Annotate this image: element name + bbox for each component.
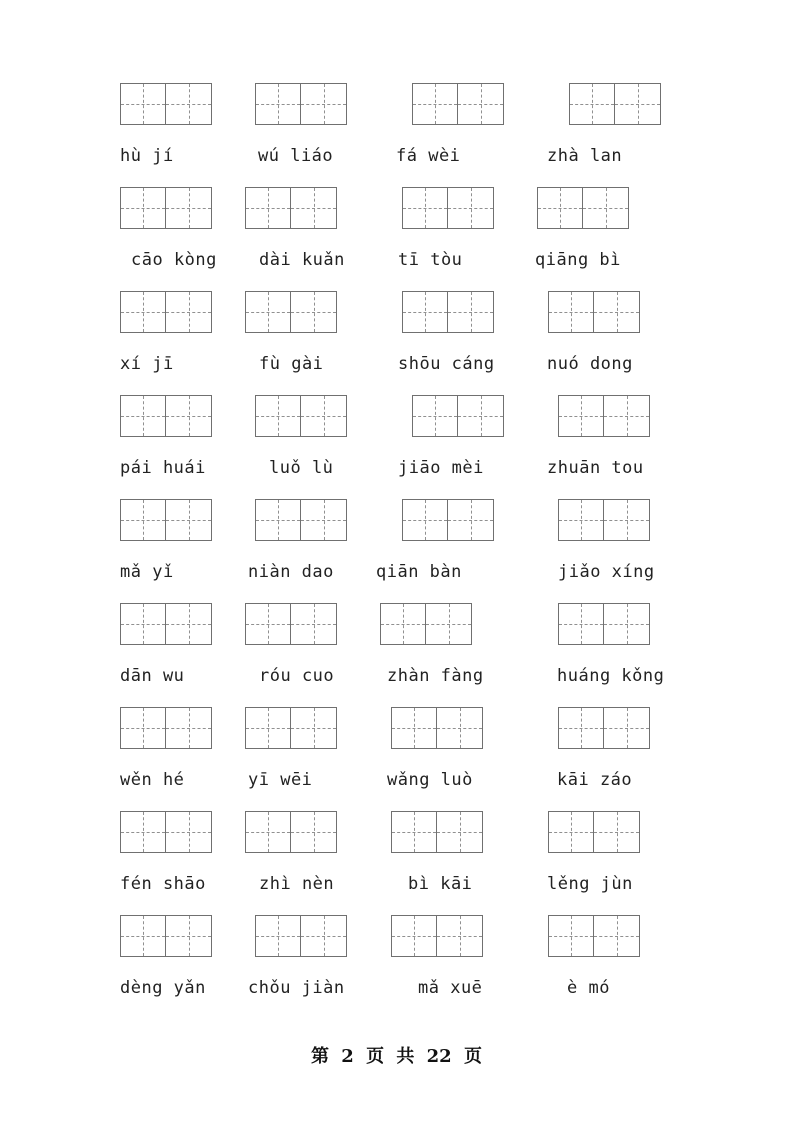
guide-line-vertical bbox=[268, 812, 269, 852]
writing-grid bbox=[558, 499, 650, 541]
guide-line-vertical bbox=[425, 500, 426, 540]
guide-line-vertical bbox=[581, 708, 582, 748]
guide-line-vertical bbox=[189, 812, 190, 852]
writing-grid bbox=[391, 915, 483, 957]
writing-grid bbox=[548, 811, 640, 853]
grid-cell-right[interactable] bbox=[301, 83, 347, 125]
pinyin-label: xí jī bbox=[120, 354, 174, 374]
guide-line-vertical bbox=[189, 396, 190, 436]
grid-cell-left[interactable] bbox=[402, 187, 448, 229]
grid-cell-left[interactable] bbox=[120, 811, 166, 853]
pinyin-label: wǎng luò bbox=[387, 770, 473, 790]
pinyin-label: tī tòu bbox=[398, 250, 463, 270]
guide-line-vertical bbox=[435, 396, 436, 436]
grid-cell-right[interactable] bbox=[166, 707, 212, 749]
guide-line-vertical bbox=[606, 188, 607, 228]
grid-cell-left[interactable] bbox=[402, 291, 448, 333]
guide-line-vertical bbox=[617, 812, 618, 852]
guide-line-vertical bbox=[460, 916, 461, 956]
grid-cell-left[interactable] bbox=[120, 707, 166, 749]
writing-grid bbox=[558, 395, 650, 437]
guide-line-vertical bbox=[425, 188, 426, 228]
writing-grid bbox=[245, 603, 337, 645]
guide-line-vertical bbox=[471, 500, 472, 540]
writing-grid bbox=[569, 83, 661, 125]
guide-line-vertical bbox=[627, 604, 628, 644]
writing-grid bbox=[255, 395, 347, 437]
pinyin-label: bì kāi bbox=[408, 874, 473, 894]
guide-line-vertical bbox=[414, 916, 415, 956]
guide-line-vertical bbox=[189, 500, 190, 540]
guide-line-vertical bbox=[143, 292, 144, 332]
grid-cell-left[interactable] bbox=[380, 603, 426, 645]
writing-grid bbox=[402, 291, 494, 333]
grid-cell-right[interactable] bbox=[291, 811, 337, 853]
guide-line-vertical bbox=[324, 84, 325, 124]
guide-line-vertical bbox=[143, 916, 144, 956]
guide-line-vertical bbox=[627, 396, 628, 436]
grid-cell-left[interactable] bbox=[120, 83, 166, 125]
grid-cell-right[interactable] bbox=[301, 395, 347, 437]
grid-cell-left[interactable] bbox=[120, 603, 166, 645]
guide-line-vertical bbox=[268, 604, 269, 644]
guide-line-vertical bbox=[460, 812, 461, 852]
grid-cell-left[interactable] bbox=[120, 395, 166, 437]
grid-cell-left[interactable] bbox=[245, 707, 291, 749]
pinyin-label: zhì nèn bbox=[259, 874, 335, 894]
writing-grid bbox=[255, 83, 347, 125]
pinyin-label: luǒ lù bbox=[269, 458, 334, 478]
guide-line-vertical bbox=[414, 812, 415, 852]
writing-grid bbox=[120, 83, 212, 125]
grid-cell-left[interactable] bbox=[245, 603, 291, 645]
guide-line-vertical bbox=[481, 396, 482, 436]
footer-total-pages: 22 bbox=[426, 1046, 452, 1067]
grid-cell-right[interactable] bbox=[166, 499, 212, 541]
grid-cell-left[interactable] bbox=[558, 707, 604, 749]
grid-cell-right[interactable] bbox=[437, 915, 483, 957]
grid-cell-left[interactable] bbox=[548, 291, 594, 333]
writing-grid bbox=[402, 187, 494, 229]
pinyin-label: dān wu bbox=[120, 666, 185, 686]
guide-line-vertical bbox=[278, 916, 279, 956]
guide-line-vertical bbox=[189, 916, 190, 956]
grid-cell-right[interactable] bbox=[604, 603, 650, 645]
grid-cell-right[interactable] bbox=[166, 187, 212, 229]
footer-mid2: 共 bbox=[396, 1046, 415, 1067]
pinyin-label: shōu cáng bbox=[398, 354, 495, 374]
grid-cell-right[interactable] bbox=[458, 83, 504, 125]
writing-grid bbox=[120, 603, 212, 645]
guide-line-vertical bbox=[638, 84, 639, 124]
guide-line-vertical bbox=[471, 188, 472, 228]
pinyin-label: fá wèi bbox=[396, 146, 461, 166]
pinyin-label: zhuān tou bbox=[547, 458, 644, 478]
grid-cell-right[interactable] bbox=[615, 83, 661, 125]
grid-cell-left[interactable] bbox=[558, 499, 604, 541]
grid-cell-left[interactable] bbox=[255, 83, 301, 125]
pinyin-label: è mó bbox=[567, 978, 610, 998]
grid-cell-right[interactable] bbox=[166, 603, 212, 645]
writing-grid bbox=[245, 811, 337, 853]
guide-line-vertical bbox=[571, 812, 572, 852]
pinyin-label: jiāo mèi bbox=[398, 458, 484, 478]
grid-cell-right[interactable] bbox=[291, 603, 337, 645]
guide-line-vertical bbox=[425, 292, 426, 332]
guide-line-vertical bbox=[189, 604, 190, 644]
pinyin-label: qiān bàn bbox=[376, 562, 462, 582]
writing-grid bbox=[391, 707, 483, 749]
guide-line-vertical bbox=[571, 916, 572, 956]
grid-cell-right[interactable] bbox=[166, 915, 212, 957]
pinyin-label: cāo kòng bbox=[131, 250, 217, 270]
grid-cell-right[interactable] bbox=[583, 187, 629, 229]
guide-line-vertical bbox=[449, 604, 450, 644]
grid-cell-right[interactable] bbox=[448, 499, 494, 541]
pinyin-label: chǒu jiàn bbox=[248, 978, 345, 998]
grid-cell-left[interactable] bbox=[569, 83, 615, 125]
writing-grid bbox=[402, 499, 494, 541]
footer-mid1: 页 bbox=[366, 1046, 385, 1067]
grid-cell-right[interactable] bbox=[448, 187, 494, 229]
grid-cell-right[interactable] bbox=[604, 499, 650, 541]
grid-cell-right[interactable] bbox=[301, 915, 347, 957]
writing-grid bbox=[245, 291, 337, 333]
pinyin-label: qiāng bì bbox=[535, 250, 621, 270]
pinyin-label: huáng kǒng bbox=[557, 666, 665, 686]
pinyin-label: yī wēi bbox=[248, 770, 313, 790]
pinyin-label: nuó dong bbox=[547, 354, 633, 374]
guide-line-vertical bbox=[189, 188, 190, 228]
guide-line-vertical bbox=[592, 84, 593, 124]
writing-grid bbox=[255, 499, 347, 541]
guide-line-vertical bbox=[314, 188, 315, 228]
guide-line-vertical bbox=[143, 812, 144, 852]
writing-grid bbox=[548, 915, 640, 957]
grid-cell-right[interactable] bbox=[166, 83, 212, 125]
guide-line-vertical bbox=[314, 292, 315, 332]
pinyin-label: mǎ xuē bbox=[418, 978, 483, 998]
guide-line-vertical bbox=[617, 916, 618, 956]
pinyin-label: wú liáo bbox=[258, 146, 334, 166]
grid-cell-left[interactable] bbox=[245, 811, 291, 853]
grid-cell-left[interactable] bbox=[255, 915, 301, 957]
guide-line-vertical bbox=[414, 708, 415, 748]
grid-cell-left[interactable] bbox=[391, 707, 437, 749]
grid-cell-left[interactable] bbox=[402, 499, 448, 541]
pinyin-label: mǎ yǐ bbox=[120, 562, 174, 582]
grid-cell-right[interactable] bbox=[594, 291, 640, 333]
pinyin-label: kāi záo bbox=[557, 770, 633, 790]
grid-cell-right[interactable] bbox=[166, 811, 212, 853]
guide-line-vertical bbox=[571, 292, 572, 332]
guide-line-vertical bbox=[627, 500, 628, 540]
footer-page-number: 2 bbox=[341, 1046, 354, 1067]
grid-cell-right[interactable] bbox=[301, 499, 347, 541]
guide-line-vertical bbox=[314, 604, 315, 644]
guide-line-vertical bbox=[460, 708, 461, 748]
guide-line-vertical bbox=[268, 292, 269, 332]
guide-line-vertical bbox=[189, 292, 190, 332]
pinyin-label: zhà lan bbox=[547, 146, 623, 166]
grid-cell-right[interactable] bbox=[291, 187, 337, 229]
writing-grid bbox=[120, 811, 212, 853]
writing-grid bbox=[548, 291, 640, 333]
guide-line-vertical bbox=[143, 84, 144, 124]
writing-grid bbox=[120, 291, 212, 333]
grid-cell-left[interactable] bbox=[120, 915, 166, 957]
pinyin-label: zhàn fàng bbox=[387, 666, 484, 686]
guide-line-vertical bbox=[278, 500, 279, 540]
grid-cell-right[interactable] bbox=[166, 395, 212, 437]
grid-cell-right[interactable] bbox=[604, 395, 650, 437]
grid-cell-right[interactable] bbox=[291, 707, 337, 749]
guide-line-vertical bbox=[403, 604, 404, 644]
grid-cell-left[interactable] bbox=[558, 603, 604, 645]
grid-cell-left[interactable] bbox=[255, 499, 301, 541]
grid-cell-left[interactable] bbox=[245, 291, 291, 333]
pinyin-label: niàn dao bbox=[248, 562, 334, 582]
grid-cell-right[interactable] bbox=[437, 811, 483, 853]
grid-cell-left[interactable] bbox=[548, 915, 594, 957]
guide-line-vertical bbox=[143, 500, 144, 540]
grid-cell-left[interactable] bbox=[120, 291, 166, 333]
guide-line-vertical bbox=[627, 708, 628, 748]
grid-cell-left[interactable] bbox=[548, 811, 594, 853]
pinyin-label: hù jí bbox=[120, 146, 174, 166]
writing-grid bbox=[412, 395, 504, 437]
guide-line-vertical bbox=[581, 500, 582, 540]
grid-cell-right[interactable] bbox=[604, 707, 650, 749]
guide-line-vertical bbox=[324, 500, 325, 540]
pinyin-label: lěng jùn bbox=[547, 874, 633, 894]
page-footer bbox=[0, 1042, 793, 1068]
guide-line-vertical bbox=[278, 84, 279, 124]
grid-cell-right[interactable] bbox=[291, 291, 337, 333]
grid-cell-left[interactable] bbox=[412, 395, 458, 437]
pinyin-label: fén shāo bbox=[120, 874, 206, 894]
grid-cell-left[interactable] bbox=[120, 187, 166, 229]
guide-line-vertical bbox=[189, 84, 190, 124]
writing-grid bbox=[120, 395, 212, 437]
grid-cell-left[interactable] bbox=[537, 187, 583, 229]
guide-line-vertical bbox=[314, 708, 315, 748]
footer-suffix: 页 bbox=[464, 1046, 482, 1067]
grid-cell-left[interactable] bbox=[391, 811, 437, 853]
guide-line-vertical bbox=[481, 84, 482, 124]
writing-grid bbox=[120, 915, 212, 957]
pinyin-label: fù gài bbox=[259, 354, 324, 374]
writing-grid bbox=[255, 915, 347, 957]
guide-line-vertical bbox=[471, 292, 472, 332]
writing-grid bbox=[391, 811, 483, 853]
writing-grid bbox=[245, 187, 337, 229]
guide-line-vertical bbox=[435, 84, 436, 124]
guide-line-vertical bbox=[268, 188, 269, 228]
guide-line-vertical bbox=[324, 396, 325, 436]
guide-line-vertical bbox=[617, 292, 618, 332]
guide-line-vertical bbox=[268, 708, 269, 748]
writing-grid bbox=[558, 603, 650, 645]
writing-grid bbox=[380, 603, 472, 645]
guide-line-vertical bbox=[143, 604, 144, 644]
writing-grid bbox=[537, 187, 629, 229]
guide-line-vertical bbox=[143, 188, 144, 228]
guide-line-vertical bbox=[581, 604, 582, 644]
guide-line-vertical bbox=[143, 396, 144, 436]
guide-line-vertical bbox=[278, 396, 279, 436]
grid-cell-right[interactable] bbox=[594, 811, 640, 853]
grid-cell-right[interactable] bbox=[458, 395, 504, 437]
footer-prefix: 第 bbox=[311, 1046, 329, 1067]
writing-grid bbox=[120, 707, 212, 749]
pinyin-label: dài kuǎn bbox=[259, 250, 345, 270]
grid-cell-left[interactable] bbox=[412, 83, 458, 125]
grid-cell-left[interactable] bbox=[255, 395, 301, 437]
guide-line-vertical bbox=[143, 708, 144, 748]
guide-line-vertical bbox=[189, 708, 190, 748]
guide-line-vertical bbox=[581, 396, 582, 436]
guide-line-vertical bbox=[560, 188, 561, 228]
grid-cell-right[interactable] bbox=[426, 603, 472, 645]
grid-cell-left[interactable] bbox=[245, 187, 291, 229]
pinyin-label: dèng yǎn bbox=[120, 978, 206, 998]
pinyin-label: jiǎo xíng bbox=[558, 562, 655, 582]
guide-line-vertical bbox=[314, 812, 315, 852]
grid-cell-left[interactable] bbox=[558, 395, 604, 437]
grid-cell-right[interactable] bbox=[166, 291, 212, 333]
writing-grid bbox=[558, 707, 650, 749]
grid-cell-left[interactable] bbox=[120, 499, 166, 541]
writing-grid bbox=[412, 83, 504, 125]
writing-grid bbox=[120, 187, 212, 229]
grid-cell-right[interactable] bbox=[448, 291, 494, 333]
writing-grid bbox=[120, 499, 212, 541]
grid-cell-right[interactable] bbox=[594, 915, 640, 957]
pinyin-label: wěn hé bbox=[120, 770, 185, 790]
grid-cell-left[interactable] bbox=[391, 915, 437, 957]
pinyin-label: pái huái bbox=[120, 458, 206, 478]
grid-cell-right[interactable] bbox=[437, 707, 483, 749]
guide-line-vertical bbox=[324, 916, 325, 956]
writing-grid bbox=[245, 707, 337, 749]
pinyin-label: róu cuo bbox=[259, 666, 335, 686]
